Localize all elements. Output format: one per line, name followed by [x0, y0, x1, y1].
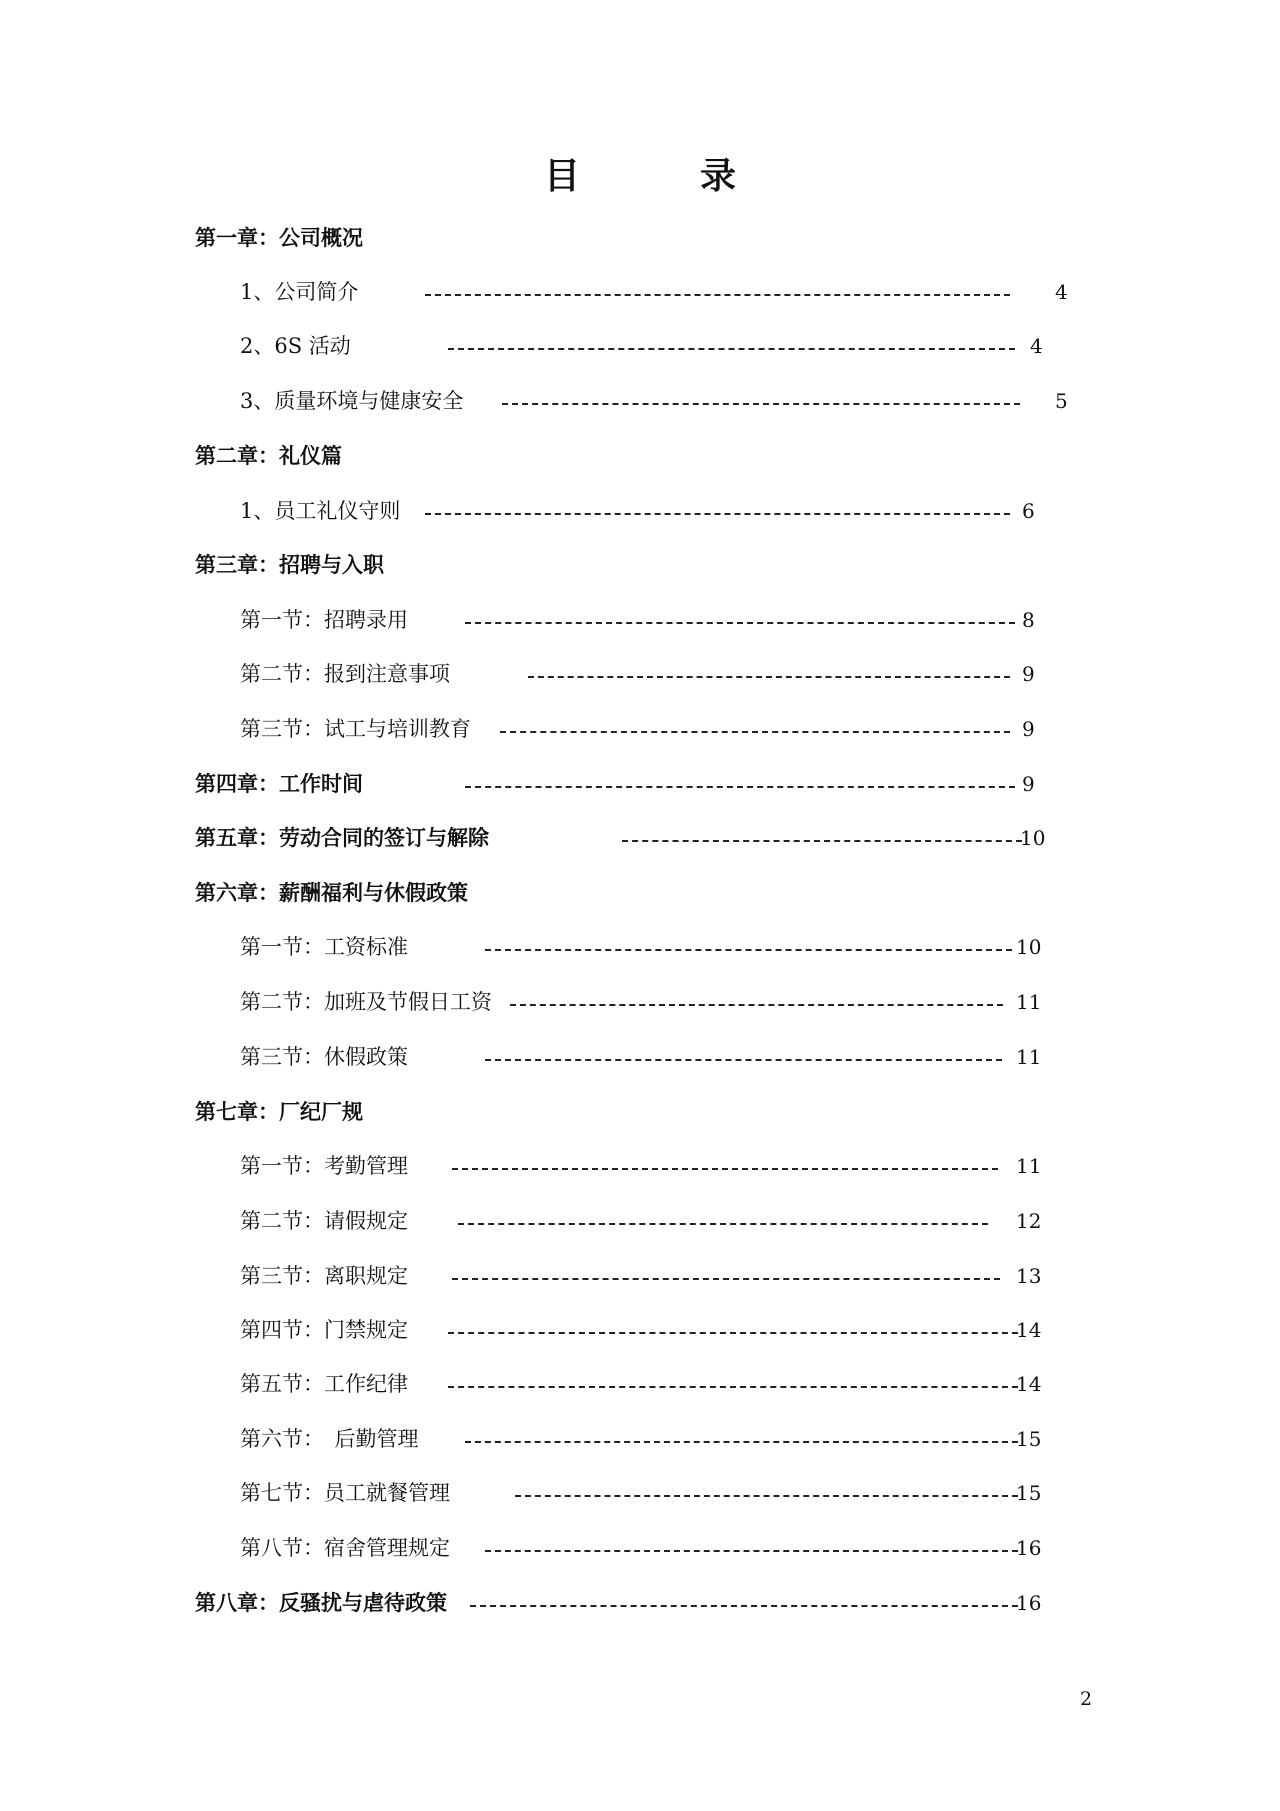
toc-dot-leader — [500, 731, 1010, 733]
toc-section-row — [240, 277, 1080, 307]
toc-section-row — [240, 1424, 1080, 1454]
toc-page-number: 10 — [1020, 826, 1046, 850]
toc-section-title: 第二节：报到注意事项 — [240, 662, 450, 686]
toc-dot-leader — [448, 348, 1015, 350]
toc-section-title: 第七节：员工就餐管理 — [240, 1481, 450, 1505]
toc-chapter-title: 第二章：礼仪篇 — [195, 443, 342, 468]
toc-dot-leader — [465, 786, 1015, 788]
toc-dot-leader — [502, 403, 1020, 405]
toc-section-row — [240, 386, 1080, 416]
toc-section-row — [240, 1315, 1080, 1345]
toc-dot-leader — [528, 676, 1010, 678]
toc-page-number: 4 — [1030, 334, 1043, 358]
toc-page-number: 15 — [1016, 1481, 1042, 1505]
toc-chapter-row — [195, 769, 1080, 799]
toc-section-row — [240, 1533, 1080, 1563]
toc-page-number: 14 — [1016, 1372, 1042, 1396]
toc-section-title: 2、6S 活动 — [240, 334, 351, 358]
toc-page-number: 13 — [1016, 1264, 1042, 1288]
toc-section-title: 第三节：离职规定 — [240, 1264, 408, 1288]
toc-dot-leader — [465, 622, 1015, 624]
toc-section-row — [240, 714, 1080, 744]
page-title: 目 录 — [543, 155, 778, 197]
toc-dot-leader — [452, 1278, 1000, 1280]
toc-page-number: 5 — [1055, 389, 1068, 413]
toc-section-title: 第一节：工资标准 — [240, 935, 408, 959]
toc-section-title: 1、公司简介 — [240, 280, 359, 304]
toc-chapter-title: 第四章：工作时间 — [195, 771, 363, 796]
toc-dot-leader — [485, 1059, 1002, 1061]
toc-section-title: 第三节：试工与培训教育 — [240, 717, 471, 741]
toc-section-title: 第一节：考勤管理 — [240, 1154, 408, 1178]
toc-chapter-row — [195, 878, 1080, 908]
toc-section-row — [240, 659, 1080, 689]
toc-page-number: 10 — [1016, 935, 1042, 959]
toc-chapter-row — [195, 823, 1080, 853]
toc-section-row — [240, 331, 1080, 361]
toc-dot-leader — [622, 840, 1022, 842]
toc-section-row — [240, 605, 1080, 635]
toc-chapter-row — [195, 1588, 1080, 1618]
toc-section-title: 第四节：门禁规定 — [240, 1318, 408, 1342]
toc-page-number: 4 — [1055, 280, 1068, 304]
toc-section-row — [240, 1206, 1080, 1236]
toc-page-number: 16 — [1016, 1591, 1042, 1615]
toc-chapter-title: 第六章：薪酬福利与休假政策 — [195, 880, 468, 905]
toc-section-title: 第三节：休假政策 — [240, 1045, 408, 1069]
toc-dot-leader — [465, 1441, 1018, 1443]
toc-section-title: 第八节：宿舍管理规定 — [240, 1536, 450, 1560]
toc-section-row — [240, 987, 1080, 1017]
toc-chapter-title: 第五章：劳动合同的签订与解除 — [195, 825, 489, 850]
toc-section-row — [240, 496, 1080, 526]
toc-dot-leader — [470, 1605, 1018, 1607]
toc-dot-leader — [425, 294, 1010, 296]
toc-chapter-title: 第三章：招聘与入职 — [195, 552, 384, 577]
toc-chapter-title: 第一章：公司概况 — [195, 225, 363, 250]
toc-page-number: 12 — [1016, 1209, 1042, 1233]
toc-page-number: 6 — [1022, 499, 1035, 523]
toc-section-row — [240, 1042, 1080, 1072]
toc-section-title: 第六节： 后勤管理 — [240, 1427, 419, 1451]
toc-page-number: 11 — [1016, 990, 1042, 1014]
toc-section-title: 第二节：加班及节假日工资 — [240, 990, 492, 1014]
toc-section-row — [240, 1261, 1080, 1291]
toc-section-row — [240, 1369, 1080, 1399]
toc-chapter-row — [195, 441, 1080, 471]
toc-chapter-title: 第七章：厂纪厂规 — [195, 1099, 363, 1124]
toc-page-number: 14 — [1016, 1318, 1042, 1342]
toc-section-row — [240, 1151, 1080, 1181]
toc-dot-leader — [458, 1223, 988, 1225]
toc-page-number: 11 — [1016, 1154, 1042, 1178]
toc-dot-leader — [510, 1004, 1003, 1006]
toc-chapter-row — [195, 223, 1080, 253]
toc-section-row — [240, 932, 1080, 962]
toc-chapter-title: 第八章：反骚扰与虐待政策 — [195, 1590, 447, 1615]
page-number: 2 — [1080, 1688, 1093, 1710]
toc-section-title: 第五节：工作纪律 — [240, 1372, 408, 1396]
toc-dot-leader — [448, 1386, 1018, 1388]
toc-chapter-row — [195, 550, 1080, 580]
toc-page-number: 8 — [1022, 608, 1035, 632]
toc-page-number: 16 — [1016, 1536, 1042, 1560]
toc-dot-leader — [515, 1495, 1018, 1497]
toc-dot-leader — [452, 1168, 998, 1170]
toc-dot-leader — [485, 1550, 1018, 1552]
toc-page-number: 9 — [1022, 717, 1035, 741]
toc-page-number: 11 — [1016, 1045, 1042, 1069]
toc-chapter-row — [195, 1097, 1080, 1127]
toc-dot-leader — [485, 949, 1012, 951]
toc-page-number: 9 — [1022, 662, 1035, 686]
toc-section-title: 1、员工礼仪守则 — [240, 499, 401, 523]
toc-page-number: 15 — [1016, 1427, 1042, 1451]
toc-section-row — [240, 1478, 1080, 1508]
toc-dot-leader — [425, 513, 1010, 515]
toc-section-title: 3、质量环境与健康安全 — [240, 389, 464, 413]
toc-dot-leader — [448, 1332, 1018, 1334]
toc-section-title: 第二节：请假规定 — [240, 1209, 408, 1233]
toc-page-number: 9 — [1022, 772, 1035, 796]
toc-section-title: 第一节：招聘录用 — [240, 608, 408, 632]
